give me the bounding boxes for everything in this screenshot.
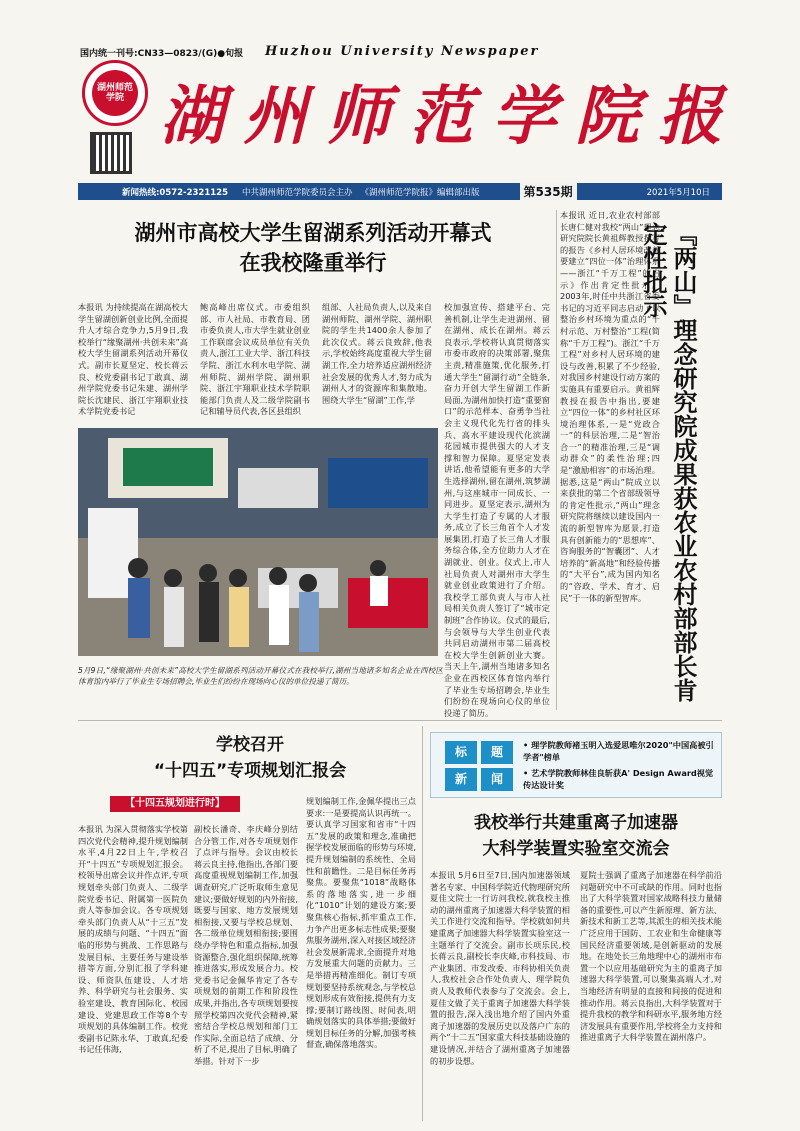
notice-tag: 闻 xyxy=(481,768,513,791)
job-fair-photo xyxy=(78,428,438,656)
info-bar xyxy=(78,183,722,200)
notice-tag: 题 xyxy=(481,741,513,764)
masthead-char: 湖 xyxy=(160,79,222,154)
notice-item[interactable] xyxy=(523,739,715,763)
planning-headline-line1: 学校召开 xyxy=(216,735,284,755)
main-col-1: 本报讯 为持续提高在湖高校大学生留湖创新创业比例,全面提升人才综合竞争力,5月9日,我校举行“缘聚湖州·共创未来”高校大学生留湖系列活动开幕仪式。副市长夏坚定、校长蒋云良、校党委副书记丁敢真、湖州学院党委书记朱建、湖州学院长沈建民、浙江宇翔职业技术学院党委书记 xyxy=(78,302,188,417)
main-headline xyxy=(78,218,548,278)
notice-item-text: 艺术学院教师林佳良斩获A' Design Award视觉传达设计奖 xyxy=(523,768,714,790)
issue-number: 第535期 xyxy=(520,183,577,200)
notice-tag: 新 xyxy=(445,768,477,791)
notice-item-text: 理学院教师褚玉明入选爱思唯尔2020"中国高被引学者"榜单 xyxy=(523,740,714,762)
main-headline-line1: 湖州市高校大学生留湖系列活动开幕式 xyxy=(134,221,492,245)
planning-headline xyxy=(140,732,360,784)
accel-headline-line2: 大科学装置实验室交流会 xyxy=(482,839,670,859)
main-col-3: 组部、人社局负责人,以及来自湖州师院、湖州学院、湖州职院的学生共1400余人参加了此次仪式。蒋云良致辞,他表示,学校始终高度重视大学生留湖工作,全力培养适应湖州经济社会发展的优秀人才,努力成为湖州人才的资源库和集散地。围绕大学生“留湖”工作,学 xyxy=(322,302,432,405)
divider xyxy=(422,726,423,1121)
qr-code-icon xyxy=(90,132,132,174)
side-body: 本报讯 近日,农业农村部部长唐仁健对我校“两山”理念研究院院长黄祖辉教授撰写的报告《乡村人居环境改善要建立“四位一体”治理体系——浙江“千万工程”的启示》作出肯定性批示。2003年,时任中共浙江省委书记的习近平同志启动了以整治乡村环境为重点的“千村示范、万村整治”工程(简称“千万工程”)。浙江“千万工程”对乡村人居环境的建设与改善,积累了不少经验,对我国乡村建设行动方案的实施具有重要启示。黄祖辉教授在报告中指出,要建立“四位一体”的乡村社区环境治理体系,一是“党政合一”的科层治理,二是“智治合一”的精准治理,三是“调动群众”的柔性治理;四是“激励相容”的市场治理。据悉,这是“两山”院成立以来获批的第二个省部级领导的肯定性批示,“两山”理念研究院将继续以建设国内一流的新型智库为愿景,打造具有创新能力的“思想库”、咨询服务的“智囊团”、人才培养的“新高地”和经验传播的“大平台”,成为国内知名的“咨政、学术、育才、启民”于一体的新型智库。 xyxy=(560,210,660,603)
planning-col-1: 本报讯 为深入贯彻落实学校第四次党代会精神,提升规划编制水平,4月22日上午,学校召开“十四五”专项规划汇报会。校领导出席会议并作点评,专项规划牵头部门负责人、二级学院党委书记、附属第一医院负责人等参加会议。各专项规划牵头部门负责人从“十三五”发展的成绩与问题、“十四五”面临的形势与挑战、工作思路与发展目标、主要任务与建设举措等方面,分别汇报了学科建设、师资队伍建设、人才培养、科学研究与社会服务、实验室建设、教育国际化、校园建设、党建思政工作等8个专项规划的具体编制工作。校党委副书记陈永华、丁敢真,纪委书记任伟海, xyxy=(78,824,188,1055)
main-col-2: 鲍高峰出席仪式。市委组织部、市人社局、市教育局、团市委负责人,市大学生就业创业工作联席会议成员单位有关负责人,浙江工业大学、浙江科技学院、浙江水利水电学院、湖州师院、湖州学院、湖州职院、浙江宇翔职业技术学院职能部门负责人及二级学院副书记和辅导员代表,各区县组织 xyxy=(200,302,310,417)
photo-caption: 5月9日,“缘聚湖州·共创未来”高校大学生留湖系列活动开幕仪式在我校举行,湖州当地诸多知名企业在西校区体育馆内举行了毕业生专场招聘会,毕业生们纷纷在现场向心仪的单位投递了简历。 xyxy=(78,666,443,686)
notice-box xyxy=(430,732,722,798)
planning-banner xyxy=(110,796,240,812)
main-col-4: 校加强宣传、搭建平台、完善机制,让学生走进湖州、留在湖州、成长在湖州。蒋云良表示,学校将认真贯彻落实市委市政府的决策部署,聚焦主责,精准施策,优化服务,打通大学生“留湖行动”全链条,奋力开创大学生留湖工作新局面,为湖州加快打造“重要窗口”的示范样本、奋勇争当社会主义现代化先行省的排头兵、高水平建设现代化滨湖花园城市提供强大的人才支撑和智力保障。夏坚定发表讲话,他希望能有更多的大学生选择湖州,留在湖州,筑梦湖州,与这座城市一同成长、一同进步。夏坚定表示,湖州为大学生打造了专属的人才服务,成立了长三角首个人才发展集团,打造了长三角人才服务综合体,全方位助力人才在湖就业、创业。仪式上,市人社局负责人对湖州市大学生就业创业政策进行了介绍。我校学工部负责人与市人社局相关负责人签订了“城市定制班”合作协议。仪式的最后,与会领导与大学生创业代表共同启动湖州市第二届高校在校大学生创新创业大赛。当天上午,湖州当地诸多知名企业在西校区体育馆内举行了毕业生专场招聘会,毕业生们纷纷在现场向心仪的单位投递了简历。 xyxy=(444,302,550,718)
masthead-char: 州 xyxy=(243,79,305,154)
accel-headline-line1: 我校举行共建重离子加速器 xyxy=(474,813,678,833)
divider xyxy=(78,720,722,721)
notice-item[interactable] xyxy=(523,767,715,791)
logo-emblem-icon xyxy=(92,70,138,116)
masthead-char: 师 xyxy=(326,79,388,154)
main-headline-line2: 在我校隆重举行 xyxy=(239,251,387,275)
issue-date: 2021年5月10日 xyxy=(646,187,710,198)
planning-headline-line2: “十四五”专项规划汇报会 xyxy=(153,761,347,781)
editor: 《湖州师范学院报》编辑部出版 xyxy=(360,187,480,198)
logo-text: 湖州师范学院 xyxy=(96,83,133,103)
job-fair-scene-icon xyxy=(78,428,438,656)
masthead-char: 学 xyxy=(492,79,554,154)
masthead-char: 院 xyxy=(575,79,637,154)
planning-col-3: 规划编制工作,金佩华提出三点要求:一是要提高认识再统一。要认真学习国家和省市“十四五”发展的政策和理念,准确把握学校发展面临的形势与环境,提升规划编制的系统性、全局性和前瞻性。二是目标任务再聚焦。要聚焦“1018”战略体系的落地落实,进一步细化“1010”计划的建设方案;要聚焦核心指标,抓牢重点工作,力争产出更多标志性成果;要聚焦服务湖州,深入对接区域经济社会发展新需求,全面提升对地方发展重大问题的贡献力。三是举措再精准细化。制订专项规划要坚持系统观念,与学校总规划形成有效衔接,提供有力支撑;要制订路线图、时间表,明确规划落实的具体举措;要做好规划目标任务的分解,加强考核督查,确保落地落实。 xyxy=(306,796,416,1050)
masthead-char: 报 xyxy=(658,79,720,154)
bullet-icon: • xyxy=(523,740,532,750)
planning-col-2: 副校长潘奇、李庆峰分别结合分管工作,对各专项规划作了点评与指导。会议由校长蒋云良主持,他指出,各部门要高度重视规划编制工作,加强调查研究,广泛听取师生意见建议;要做好规划的内外衔接,既要与国家、地方发展规划相衔接,又要与学校总规划、各二级单位规划相衔接;要围绕办学特色和重点指标,加强资源整合,强化组织保障,统筹推进落实,形成发展合力。校党委书记金佩华肯定了各专项规划的前期工作和阶段性成果,并指出,各专项规划要按照学校第四次党代会精神,紧密结合学校总规划和部门工作实际,全面总结了成绩、分析了不足,提出了目标,明确了举措。针对下一步 xyxy=(194,824,298,1066)
accel-col-2: 夏院士强调了重离子加速器在科学前沿问题研究中不可或缺的作用。同时也指出了大科学装置对国家战略科技力量储备的重要性,可以产生新原理、新方法、新技术和新工艺等,其派生的相关技术能广泛应用于国防、工农业和生命健康等国民经济重要领域,是创新驱动的发展地。在地处长三角地理中心的湖州市布置一个以应用基础研究为主的重离子加速器大科学装置,可以聚集高端人才,对当地经济有明显的直接和间接的促进和推动作用。蒋云良指出,大科学装置对于提升我校的教学和科研水平,服务地方经济发展具有重要作用,学校将全力支持和推进重离子大科学装置在湖州落户。 xyxy=(580,870,722,1043)
pub-code: 国内统一刊号:CN33—0823/(G)●旬报 xyxy=(80,49,244,59)
side-headline: 『两山』理念研究院成果获农业农村部部长肯定性批示 xyxy=(639,222,697,702)
planning-banner-text: 【十四五规划进行时】 xyxy=(125,798,225,809)
accel-headline xyxy=(430,810,722,862)
divider xyxy=(556,210,557,710)
masthead-title xyxy=(160,72,720,154)
bullet-icon: • xyxy=(523,768,532,778)
notice-tag: 标 xyxy=(445,741,477,764)
english-title: Huzhou University Newspaper xyxy=(265,44,540,59)
sponsor: 中共湖州师范学院委员会主办 xyxy=(242,187,353,198)
hotline: 新闻热线:0572-2321125 xyxy=(122,187,228,198)
masthead-char: 范 xyxy=(409,79,471,154)
accel-col-1: 本报讯 5月6日至7日,国内加速器领域著名专家、中国科学院近代物理研究所夏佳文院士一行访问我校,就我校主推动的湖州重离子加速器大科学装置的相关工作进行交流和指导。学校就如何共建重离子加速器大科学装置实验室这一主题举行了交流会。副市长项乐民,校长蒋云良,副校长李庆峰,市科技局、市产业集团、市发改委、市科协相关负责人,我校社会合作处负责人、理学院负责人及教师代表参与了交流会。会上,夏佳文做了关于重离子加速器大科学装置的报告,深入浅出地介绍了国内外重离子加速器的发展历史以及落户广东的两个“十二五”国家重大科技基础设施的建设情况,并结合了湖州重离子加速器的初步设想。 xyxy=(430,870,570,1066)
university-logo xyxy=(82,60,148,126)
notice-grid xyxy=(445,741,513,791)
